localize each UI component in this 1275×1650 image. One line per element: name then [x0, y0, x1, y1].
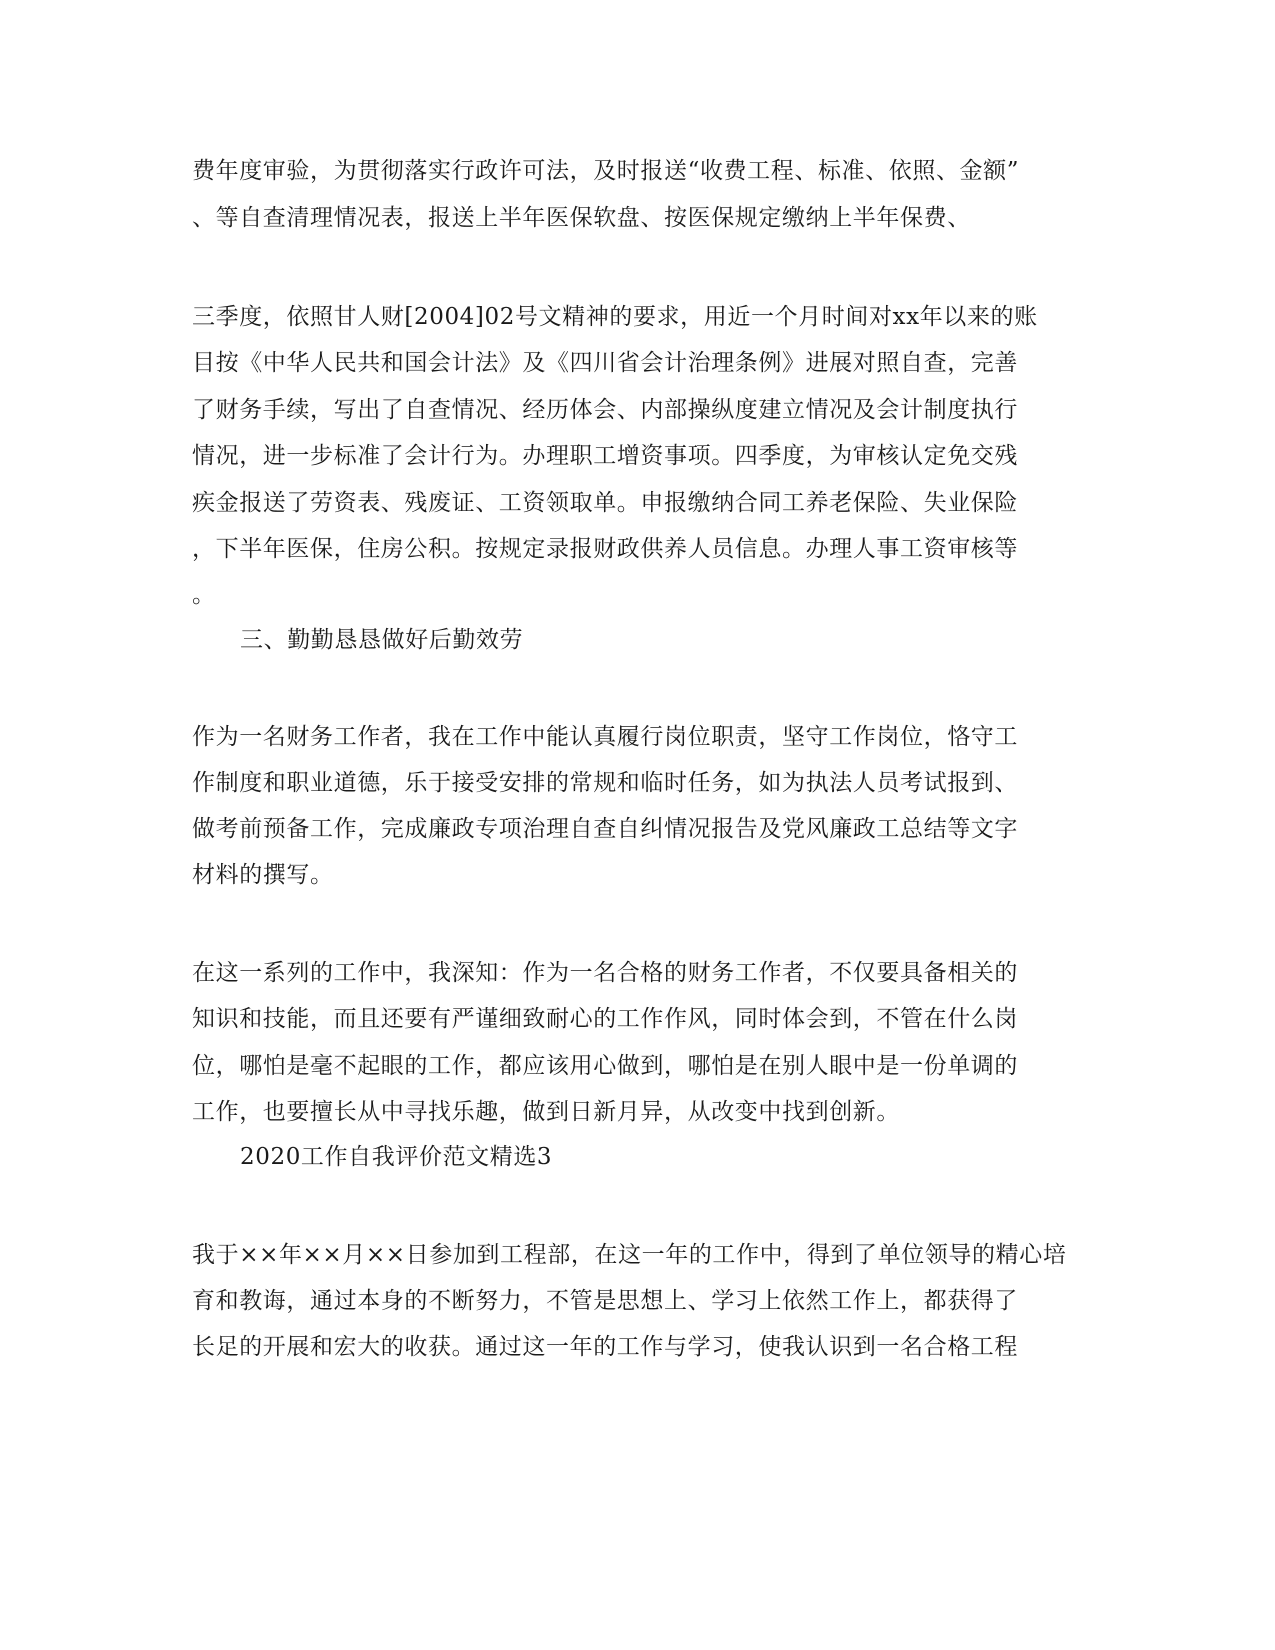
text-line: 做考前预备工作，完成廉政专项治理自查自纠情况报告及党风廉政工总结等文字 [192, 816, 1018, 842]
text-line: 、等自查清理情况表，报送上半年医保软盘、按医保规定缴纳上半年保费、 [192, 205, 971, 231]
text-line: 。 [192, 582, 216, 608]
text-line: 知识和技能，而且还要有严谨细致耐心的工作作风，同时体会到，不管在什么岗 [192, 1006, 1018, 1032]
text-line: 了财务手续，写出了自查情况、经历体会、内部操纵度建立情况及会计制度执行 [192, 397, 1018, 423]
text-line: 长足的开展和宏大的收获。通过这一年的工作与学习，使我认识到一名合格工程 [192, 1334, 1018, 1360]
text-line: ，下半年医保，住房公积。按规定录报财政供养人员信息。办理人事工资审核等 [192, 536, 1018, 562]
text-line: 在这一系列的工作中，我深知：作为一名合格的财务工作者，不仅要具备相关的 [192, 960, 1018, 986]
text-line: 工作，也要擅长从中寻找乐趣，做到日新月异，从改变中找到创新。 [192, 1099, 900, 1125]
section-heading: 三、勤勤恳恳做好后勤效劳 [240, 627, 524, 653]
text-line: 情况，进一步标准了会计行为。办理职工增资事项。四季度，为审核认定免交残 [192, 443, 1018, 469]
text-line: 我于××年××月××日参加到工程部，在这一年的工作中，得到了单位领导的精心培 [192, 1242, 1067, 1268]
text-line: 作制度和职业道德，乐于接受安排的常规和临时任务，如为执法人员考试报到、 [192, 770, 1018, 796]
text-line: 作为一名财务工作者，我在工作中能认真履行岗位职责，坚守工作岗位，恪守工 [192, 724, 1018, 750]
text-line: 位，哪怕是毫不起眼的工作，都应该用心做到，哪怕是在别人眼中是一份单调的 [192, 1053, 1018, 1079]
text-line: 目按《中华人民共和国会计法》及《四川省会计治理条例》进展对照自查，完善 [192, 350, 1018, 376]
text-line: 疾金报送了劳资表、残废证、工资领取单。申报缴纳合同工养老保险、失业保险 [192, 490, 1018, 516]
text-line: 材料的撰写。 [192, 862, 334, 888]
text-line: 三季度，依照甘人财[2004]02号文精神的要求，用近一个月时间对xx年以来的账 [192, 304, 1038, 330]
section-heading: 2020工作自我评价范文精选3 [240, 1144, 553, 1170]
text-line: 费年度审验，为贯彻落实行政许可法，及时报送“收费工程、标准、依照、金额” [192, 158, 1020, 184]
text-line: 育和教诲，通过本身的不断努力，不管是思想上、学习上依然工作上，都获得了 [192, 1288, 1018, 1314]
